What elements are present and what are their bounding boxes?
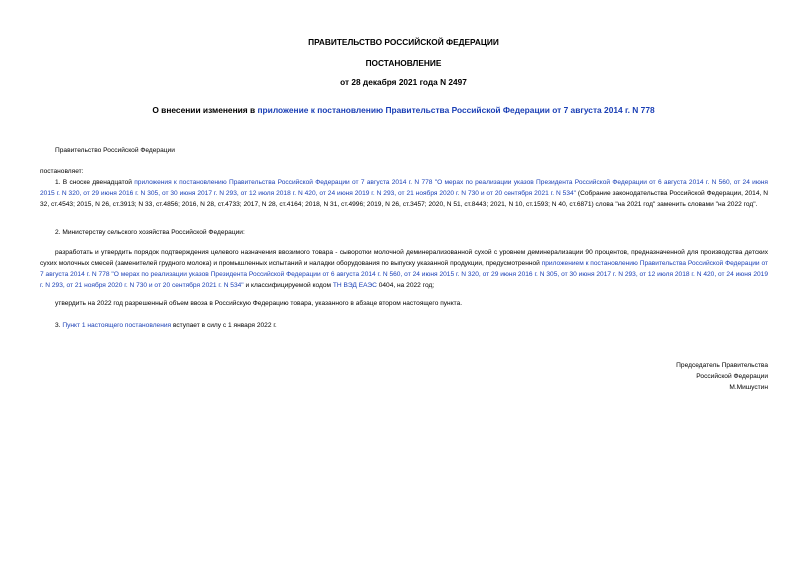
item-3-paragraph	[55, 320, 277, 331]
item-2-code-link[interactable]: ТН ВЭД ЕАЭС	[332, 282, 377, 289]
item-3-suffix: вступает в силу с 1 января 2022 г.	[171, 322, 277, 329]
item-2-heading: 2. Министерству сельского хозяйства Российской Федерации:	[55, 229, 245, 236]
header-doc-type: ПОСТАНОВЛЕНИЕ	[365, 58, 442, 68]
item-1-prefix: 1. В сноске двенадцатой	[55, 179, 135, 186]
signature-position: Председатель Правительства	[676, 362, 768, 369]
signature-body: Российской Федерации	[696, 373, 768, 380]
item-2-link[interactable]: приложением к постановлению Правительства Российской Федерации от 7 августа 2014 г. N 778 "О мерах по реализации указов Президента Российской Федерации от 6 августа 2014 г. N 560, от 24 июня 2015 г. N 320, от 29 июня 2016 г. N 305, от 30 июня 2017 г. N 293, от 12 июля 2018 г. N 420, от 24 июня 2019 г. N 293, от 21 ноября 2020 г. N 730 и от 20 сентября 2021 г. N 534"	[40, 260, 768, 289]
title-link[interactable]: приложение к постановлению Правительства Российской Федерации от 7 августа 2014 г. N 778	[257, 105, 655, 115]
decrees-text: постановляет:	[40, 168, 84, 175]
item-1-link[interactable]: приложения к постановлению Правительства Российской Федерации от 7 августа 2014 г. N 778 "О мерах по реализации указов Президента Российской Федерации от 6 августа 2014 г. N 560, от 24 июня 2015 г. N 320, от 29 июня 2016 г. N 305, от 30 июня 2017 г. N 293, от 12 июля 2018 г. N 420, от 24 июня 2019 г. N 293, от 21 ноября 2020 г. N 730 и от 20 сентября 2021 г. N 534"	[40, 179, 768, 197]
item-2-middle: и классифицируемой кодом	[243, 282, 333, 289]
item-1-suffix: (Собрание законодательства Российской Федерации, 2014, N 32, ст.4543; 2015, N 26, ст.3913; N 33, ст.4856; 2016, N 28, ст.4733; 2017, N 28, ст.4164; 2018, N 31, ст.4996; 2019, N 26, ст.3457; 2020, N 51, ст.8443; 2021, N 10, ст.1593; N 40, ст.6871) слова "на 2021 год" заменить словами "на 2022 год".	[40, 190, 768, 208]
item-2-paragraph	[40, 247, 768, 291]
item-3-link[interactable]: Пункт 1 настоящего постановления	[62, 322, 172, 329]
header-date-number: от 28 декабря 2021 года N 2497	[340, 77, 467, 87]
issuer-text: Правительство Российской Федерации	[55, 147, 175, 154]
header-org: ПРАВИТЕЛЬСТВО РОССИЙСКОЙ ФЕДЕРАЦИИ	[308, 37, 499, 47]
item-2-suffix: 0404, на 2022 год;	[376, 282, 435, 289]
title-prefix: О внесении изменения в	[152, 105, 258, 115]
item-1-paragraph	[40, 177, 768, 210]
item-3-prefix: 3.	[55, 322, 63, 329]
signature-name: М.Мишустин	[729, 384, 768, 391]
document-title	[40, 105, 767, 115]
item-2-prefix: разработать и утвердить порядок подтверждения целевого назначения ввозимого товара - сыворотки молочной деминерализованной сухой с уровнем деминерализации 90 процентов, предназначенной для производства детских сухих молочных смесей (заменителей грудного молока) и промышленных испытаний и наладки оборудования по выпуску указанной продукции, предусмотренной	[40, 249, 768, 267]
item-2-paragraph-2: утвердить на 2022 год разрешенный объем ввоза в Российскую Федерацию товара, указанного в абзаце втором настоящего пункта.	[55, 300, 463, 307]
